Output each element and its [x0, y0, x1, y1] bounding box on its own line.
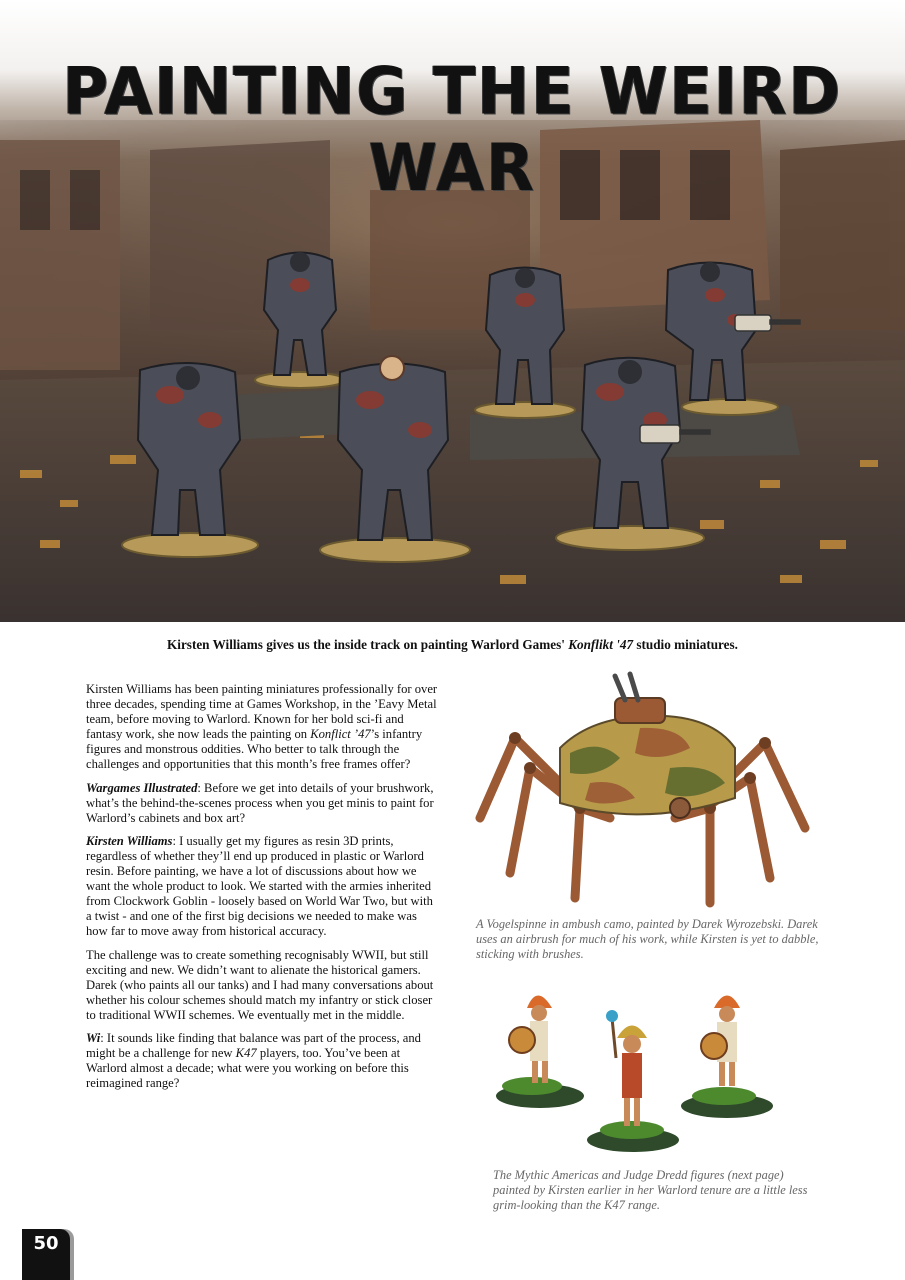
paragraph-intro [86, 682, 438, 773]
speaker-label: Wargames Illustrated [86, 780, 198, 795]
paragraph-answer-1b: The challenge was to create something recognisably WWII, but still exciting and new. We didn’t want to alienate the historical gamers. Darek (who paints all our tanks) and I had many conversations about whether his colour schemes should match my infantry or stick closer to traditional WWII schemes. We eventually met in the middle. [86, 947, 434, 1022]
standfirst-text: Kirsten Williams gives us the inside track on painting Warlord Games' [167, 637, 569, 652]
paragraph-text: : It sounds like finding that balance was part of the process, and might be a challenge for new [86, 1030, 421, 1061]
page-title: PAINTING THE WEIRD WAR [62, 52, 843, 206]
title-emphasis: K47 [235, 1046, 257, 1061]
paragraph-text: : I usually get my figures as resin 3D prints, regardless of whether they’ll end up produced in plastic or Warlord resin. Before painting, we have a lot of discussions about how we want the whole product to look. We started with the armies inherited from Clockwork Goblin - loosely based on World War Two, but with a twist - and one of the first big decisions we needed to make was how far to move away from historical accuracy. [86, 833, 433, 939]
standfirst-tail: studio miniatures. [633, 637, 738, 652]
warrior-left [509, 996, 552, 1084]
paragraph-text: Kirsten Williams has been painting miniatures professionally for over three decades, spending time at Games Workshop, in the ’Eavy Metal team, before moving to Warlord. Known for her bold sci-fi and fantasy work, she now leads the painting on [86, 682, 438, 742]
article-body [86, 682, 438, 1099]
warrior-right [701, 996, 740, 1087]
paragraph-answer-1 [86, 834, 438, 940]
caption-vogelspinne: A Vogelspinne in ambush camo, painted by Darek Wyrozebski. Darek uses an airbrush for much of his work, while Kirsten is yet to dabble, sticking with brushes. [476, 917, 819, 961]
paragraph-question-1 [86, 781, 438, 826]
mythic-americas-photo [492, 978, 777, 1163]
turret [615, 698, 665, 723]
hero-photo [0, 0, 905, 622]
vogelspinne-photo [470, 668, 815, 913]
twin-guns [615, 674, 638, 700]
page-number: 50 [33, 1233, 59, 1254]
caption-mythic-americas: The Mythic Americas and Judge Dredd figures (next page) painted by Kirsten earlier in her Warlord tenure are a little less grim-looking than the K47 range. [493, 1168, 808, 1212]
exposed-head [380, 356, 404, 380]
title-emphasis: Konflict ’47 [310, 727, 371, 742]
paragraph-question-2 [86, 1031, 438, 1091]
paragraph-text: ’s infantry figures and monstrous oddities. Who better to talk through the challenges and opportunities that this month’s free frames offer? [86, 727, 423, 772]
warrior-centre [606, 1010, 647, 1126]
standfirst [0, 637, 905, 653]
paragraph-text: players, too. You’ve been at Warlord almost a decade; what were you working on before this reimagined range? [86, 1046, 409, 1091]
standfirst-emphasis: Konflikt '47 [568, 637, 634, 652]
page-number-tab [22, 1229, 70, 1280]
speaker-label: Kirsten Williams [86, 833, 173, 848]
battlefield-ground [0, 360, 905, 622]
paragraph-text: : Before we get into details of your brushwork, what’s the behind-the-scenes process when you get minis to paint for Warlord’s cabinets and box art? [86, 780, 434, 825]
speaker-label: Wi [86, 1030, 101, 1045]
hull-wheel [670, 798, 690, 818]
